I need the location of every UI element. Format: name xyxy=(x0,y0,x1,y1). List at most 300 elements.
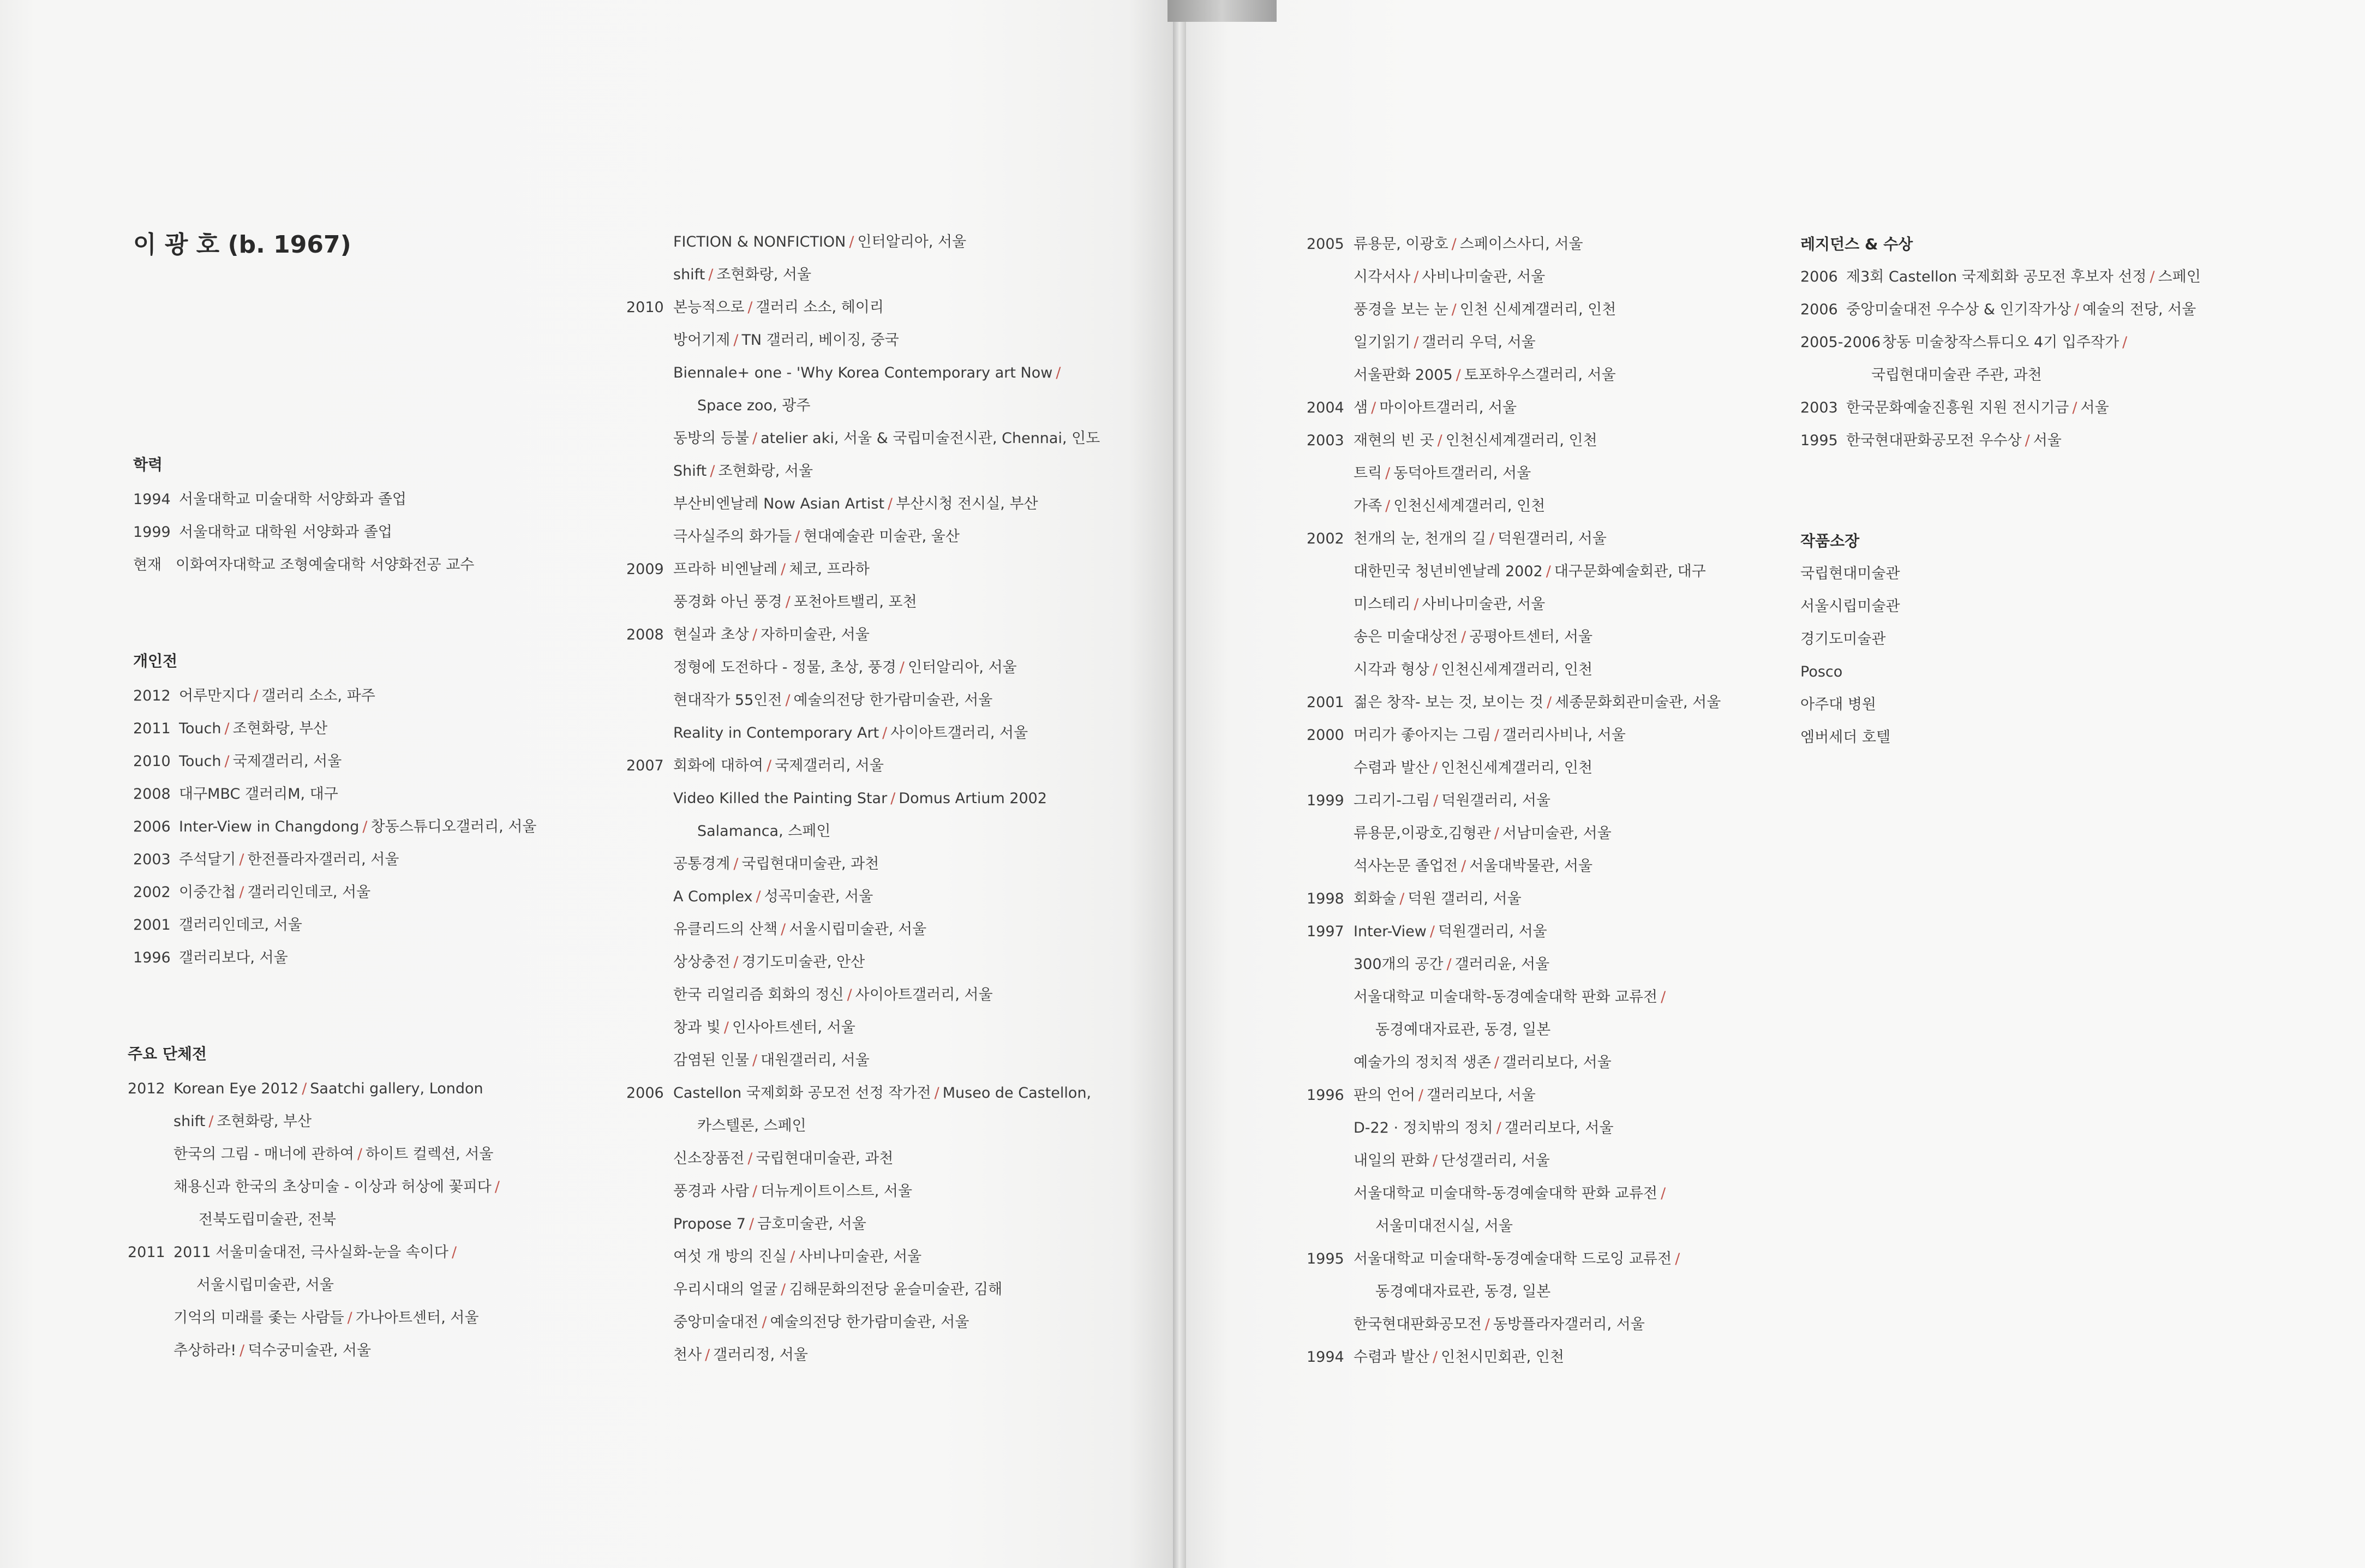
artist-name: 이 광 호 (b. 1967) xyxy=(133,231,351,259)
entry-place: 예술의전당 한가람미술관, 서울 xyxy=(793,692,993,709)
entry-year: 2009 xyxy=(626,561,664,578)
entry-title: Shift xyxy=(673,463,707,480)
separator-slash: / xyxy=(785,594,791,611)
entry-text xyxy=(673,561,870,578)
entry-title: 동방의 등불 xyxy=(673,430,749,447)
entry-title: 가족 xyxy=(1354,498,1382,514)
entry-year: 2002 xyxy=(133,884,171,901)
collection-entry: 국립현대미술관 xyxy=(1800,565,1900,582)
entry-title: 일기읽기 xyxy=(1354,334,1411,351)
entry-title: 한국현대판화공모전 우수상 xyxy=(1846,432,2022,449)
separator-slash: / xyxy=(1433,792,1439,809)
entry-year: 2008 xyxy=(626,626,664,643)
entry-text xyxy=(673,332,899,349)
entry-text xyxy=(673,234,966,251)
entry-text xyxy=(673,594,917,611)
entry-text xyxy=(1354,858,1592,875)
entry-text xyxy=(196,1277,334,1294)
entry-place: 국제갤러리, 서울 xyxy=(232,753,342,770)
entry-text xyxy=(673,954,865,971)
entry-text xyxy=(673,1019,855,1037)
entry-title: 서울판화 2005 xyxy=(1354,367,1453,384)
entry-title: 부산비엔날레 Now Asian Artist xyxy=(673,495,885,512)
entry-text xyxy=(1354,759,1592,777)
entry-title: 동경예대자료관, 동경, 일본 xyxy=(1375,1283,1551,1300)
entry-text xyxy=(173,1244,460,1261)
entry-year: 1998 xyxy=(1307,890,1344,907)
entry-title: 추상하라! xyxy=(173,1342,237,1359)
entry-place: 덕원갤러리, 서울 xyxy=(1498,530,1607,547)
entry-text xyxy=(673,1314,969,1331)
separator-slash: / xyxy=(1496,1120,1501,1136)
separator-slash: / xyxy=(1446,956,1452,973)
entry-title: 한국의 그림 - 매너에 관하여 xyxy=(173,1146,354,1163)
entry-place: 갤러리정, 서울 xyxy=(713,1346,808,1363)
entry-year: 2006 xyxy=(626,1085,664,1102)
entry-place: 인천시민회관, 인천 xyxy=(1441,1349,1564,1366)
entry-text xyxy=(673,1150,893,1168)
entry-title: 극사실주의 화가들 xyxy=(673,528,792,545)
entry-text xyxy=(1354,465,1531,482)
entry-text xyxy=(673,1216,866,1233)
entry-title: 전북도립미술관, 전북 xyxy=(199,1211,336,1228)
entry-text xyxy=(179,949,288,967)
entry-place: 현대예술관 미술관, 울산 xyxy=(803,528,960,545)
entry-text xyxy=(1375,1283,1550,1301)
separator-slash: / xyxy=(362,818,368,835)
entry-title: 창과 빛 xyxy=(673,1019,721,1036)
collection-entry: 서울시립미술관 xyxy=(1800,598,1900,615)
solo-heading: 개인전 xyxy=(133,652,178,670)
separator-slash: / xyxy=(752,626,758,643)
separator-slash: / xyxy=(494,1178,500,1195)
entry-title: 기억의 미래를 좇는 사람들 xyxy=(173,1309,344,1326)
entry-text xyxy=(673,626,870,644)
entry-year: 2008 xyxy=(133,786,171,803)
separator-slash: / xyxy=(1461,858,1466,875)
entry-text xyxy=(1846,432,2062,450)
separator-slash: / xyxy=(1461,629,1466,645)
separator-slash: / xyxy=(208,1113,214,1130)
entry-title: 재현의 빈 곳 xyxy=(1354,432,1434,449)
page-edge xyxy=(1167,0,1277,22)
entry-title: 서울시립미술관, 서울 xyxy=(196,1277,334,1294)
entry-title: 여섯 개 방의 진실 xyxy=(673,1248,787,1265)
entry-text xyxy=(1354,727,1626,744)
entry-place: 사비나미술관, 서울 xyxy=(1422,268,1546,285)
entry-title: 시각서사 xyxy=(1354,268,1411,285)
entry-place: 대원갤러리, 서울 xyxy=(761,1052,870,1069)
entry-place: 대구문화예술회관, 대구 xyxy=(1554,563,1706,580)
entry-place: 갤러리사비나, 서울 xyxy=(1502,727,1626,744)
entry-title: 송은 미술대상전 xyxy=(1354,629,1458,645)
entry-title: 서울대학교 미술대학-동경예술대학 판화 교류전 xyxy=(1354,1185,1658,1202)
entry-title: 현대작가 55인전 xyxy=(673,692,782,709)
entry-place: 인천 신세계갤러리, 인천 xyxy=(1459,301,1616,318)
entry-place: 갤러리 소소, 헤이리 xyxy=(756,299,884,316)
entry-place: 경기도미술관, 안산 xyxy=(741,954,865,971)
entry-year: 2010 xyxy=(133,753,171,770)
entry-year: 2002 xyxy=(1307,530,1344,547)
separator-slash: / xyxy=(1433,1349,1438,1366)
entry-place: 한전플라자갤러리, 서울 xyxy=(247,851,399,868)
separator-slash: / xyxy=(705,1346,710,1363)
separator-slash: / xyxy=(785,692,791,709)
separator-slash: / xyxy=(452,1244,457,1261)
entry-place: 사비나미술관, 서울 xyxy=(1422,596,1546,613)
entry-text xyxy=(1354,923,1547,941)
entry-year: 2007 xyxy=(626,757,664,774)
entry-title: 트릭 xyxy=(1354,465,1382,482)
separator-slash: / xyxy=(1451,301,1457,318)
separator-slash: / xyxy=(1437,432,1442,449)
entry-year: 2012 xyxy=(128,1080,165,1097)
entry-text xyxy=(1354,1120,1614,1137)
separator-slash: / xyxy=(1661,1185,1666,1202)
entry-text xyxy=(673,855,879,873)
entry-title: 풍경화 아닌 풍경 xyxy=(673,594,782,611)
entry-text xyxy=(1354,890,1522,908)
entry-text xyxy=(673,921,926,938)
separator-slash: / xyxy=(1418,1087,1424,1104)
entry-text xyxy=(1354,367,1616,384)
entry-place: 서울시립미술관, 서울 xyxy=(789,921,927,938)
collection-entry: Posco xyxy=(1800,663,1843,680)
entry-title: Touch xyxy=(179,720,221,737)
entry-text xyxy=(1354,1054,1612,1072)
entry-text xyxy=(1354,1349,1564,1366)
entry-place: 더뉴게이트이스트, 서울 xyxy=(761,1183,913,1200)
entry-place: Saatchi gallery, London xyxy=(310,1080,483,1097)
entry-text xyxy=(179,687,375,705)
entry-place: 세종문화회관미술관, 서울 xyxy=(1555,694,1721,711)
entry-title: 미스테리 xyxy=(1354,596,1411,613)
entry-place: Domus Artium 2002 xyxy=(899,790,1047,807)
separator-slash: / xyxy=(752,1183,758,1200)
entry-place: 덕원갤러리, 서울 xyxy=(1441,792,1551,809)
entry-year: 2006 xyxy=(1800,268,1838,285)
entry-year: 1995 xyxy=(1800,432,1838,449)
entry-text xyxy=(1354,596,1545,613)
entry-title: 본능적으로 xyxy=(673,299,745,316)
entry-title: 천개의 눈, 천개의 길 xyxy=(1354,530,1486,547)
entry-title: 내일의 판화 xyxy=(1354,1152,1429,1169)
entry-title: 풍경을 보는 눈 xyxy=(1354,301,1448,318)
entry-text xyxy=(697,397,810,415)
entry-title: Inter-View in Changdong xyxy=(179,818,360,835)
separator-slash: / xyxy=(1385,498,1391,514)
separator-slash: / xyxy=(357,1146,363,1163)
separator-slash: / xyxy=(239,851,244,868)
entry-title: 상상충전 xyxy=(673,954,731,971)
separator-slash: / xyxy=(1433,759,1438,776)
entry-place: 인천신세계갤러리, 인천 xyxy=(1441,759,1593,776)
entry-title: 대한민국 청년비엔날레 2002 xyxy=(1354,563,1543,580)
entry-title: 갤러리보다, 서울 xyxy=(179,949,288,966)
entry-place: 갤러리윤, 서울 xyxy=(1454,956,1550,973)
separator-slash: / xyxy=(934,1085,939,1102)
entry-place: 갤러리보다, 서울 xyxy=(1502,1054,1612,1071)
entry-text xyxy=(673,430,1100,447)
entry-title: D-22 · 정치밖의 정치 xyxy=(1354,1120,1493,1136)
entry-text xyxy=(1354,1152,1550,1170)
entry-text xyxy=(673,1281,1002,1298)
entry-text xyxy=(173,1178,503,1196)
separator-slash: / xyxy=(781,561,786,578)
entry-year: 1999 xyxy=(1307,792,1344,809)
education-heading: 학력 xyxy=(133,456,163,474)
separator-slash: / xyxy=(1399,890,1405,907)
entry-place: 김해문화의전당 윤슬미술관, 김해 xyxy=(789,1281,1003,1298)
entry-text xyxy=(179,884,370,901)
entry-text xyxy=(1354,432,1597,450)
separator-slash: / xyxy=(1494,727,1500,744)
separator-slash: / xyxy=(733,332,739,349)
entry-title: Korean Eye 2012 xyxy=(173,1080,299,1097)
entry-text xyxy=(1354,1316,1645,1333)
separator-slash: / xyxy=(1661,989,1666,1006)
entry-title: 현실과 초상 xyxy=(673,626,749,643)
entry-text xyxy=(1354,268,1545,286)
separator-slash: / xyxy=(302,1080,307,1097)
entry-text xyxy=(1354,236,1583,253)
entry-title: 이중간첩 xyxy=(179,884,236,901)
entry-place: 조현화랑, 서울 xyxy=(718,463,813,480)
entry-text xyxy=(179,753,342,770)
entry-title: 시각과 형상 xyxy=(1354,661,1429,678)
entry-place: 사이아트갤러리, 서울 xyxy=(890,725,1028,741)
entry-title: shift xyxy=(173,1113,206,1130)
residency-heading: 레지던스 & 수상 xyxy=(1800,235,1913,253)
entry-title: 중앙미술대전 xyxy=(673,1314,759,1331)
entry-title: 서울대학교 미술대학-동경예술대학 드로잉 교류전 xyxy=(1354,1250,1672,1267)
entry-text xyxy=(673,1183,912,1200)
entry-text xyxy=(1354,399,1517,417)
entry-title: Salamanca, 스페인 xyxy=(697,823,831,840)
entry-place: 금호미술관, 서울 xyxy=(757,1216,866,1232)
entry-title: Propose 7 xyxy=(673,1216,746,1232)
entry-place: 인터알리아, 서울 xyxy=(908,659,1017,676)
entry-year: 1995 xyxy=(1307,1250,1344,1267)
entry-place: 인천신세계갤러리, 인천 xyxy=(1445,432,1597,449)
entry-text xyxy=(1354,694,1721,711)
entry-place: Museo de Castellon, xyxy=(942,1085,1092,1102)
separator-slash: / xyxy=(733,855,739,872)
entry-title: 회화에 대하여 xyxy=(673,757,764,774)
separator-slash: / xyxy=(752,1052,758,1069)
separator-slash: / xyxy=(2122,334,2128,351)
entry-title: 회화술 xyxy=(1354,890,1397,907)
entry-year: 2000 xyxy=(1307,727,1344,744)
entry-text xyxy=(1846,399,2109,417)
entry-title: 한국현대판화공모전 xyxy=(1354,1316,1482,1333)
entry-place: 국제갤러리, 서울 xyxy=(775,757,884,774)
separator-slash: / xyxy=(890,790,896,807)
separator-slash: / xyxy=(749,1216,755,1232)
entry-text xyxy=(1882,334,2130,351)
entry-text xyxy=(1354,989,1669,1006)
separator-slash: / xyxy=(1385,465,1391,482)
entry-text xyxy=(1354,956,1549,973)
entry-title: 한국 리얼리즘 회화의 정신 xyxy=(673,986,844,1003)
separator-slash: / xyxy=(347,1309,352,1326)
entry-title: 2011 서울미술대전, 극사실화-눈을 속이다 xyxy=(173,1244,449,1261)
entry-text xyxy=(173,1146,494,1163)
separator-slash: / xyxy=(1451,236,1457,253)
entry-place: 사비나미술관, 서울 xyxy=(798,1248,922,1265)
entry-text xyxy=(173,1309,479,1327)
entry-year: 1999 xyxy=(133,524,171,541)
entry-text xyxy=(1354,1087,1536,1104)
separator-slash: / xyxy=(849,234,854,250)
entry-place: 부산시청 전시실, 부산 xyxy=(896,495,1038,512)
entry-place: 공평아트센터, 서울 xyxy=(1469,629,1593,645)
collection-entry: 엠버세더 호텔 xyxy=(1800,729,1891,746)
separator-slash: / xyxy=(2150,268,2155,285)
entry-place: 포천아트밸리, 포천 xyxy=(793,594,917,611)
entry-place: 서울 xyxy=(2033,432,2062,449)
entry-title: 수렴과 발산 xyxy=(1354,1349,1429,1366)
entry-year: 2001 xyxy=(133,917,171,933)
entry-title: 대구MBC 갤러리M, 대구 xyxy=(179,786,338,803)
entry-year: 2011 xyxy=(128,1244,165,1261)
entry-year: 2011 xyxy=(133,720,171,737)
entry-text xyxy=(673,266,811,284)
entry-text xyxy=(673,790,1047,807)
entry-title: 주석달기 xyxy=(179,851,236,868)
entry-text xyxy=(1354,334,1536,351)
entry-place: 갤러리인데코, 서울 xyxy=(247,884,371,901)
separator-slash: / xyxy=(240,1342,245,1359)
separator-slash: / xyxy=(1433,661,1438,678)
entry-title: 300개의 공간 xyxy=(1354,956,1444,973)
separator-slash: / xyxy=(1484,1316,1490,1333)
entry-year: 2003 xyxy=(133,851,171,868)
entry-title: Touch xyxy=(179,753,221,770)
entry-place: 동덕아트갤러리, 서울 xyxy=(1393,465,1531,482)
entry-text xyxy=(1375,1218,1513,1235)
entry-text xyxy=(673,495,1038,513)
separator-slash: / xyxy=(1414,334,1419,351)
entry-text xyxy=(673,1346,808,1364)
entry-title: 중앙미술대전 우수상 & 인기작가상 xyxy=(1846,301,2071,318)
separator-slash: / xyxy=(762,1314,767,1331)
entry-text xyxy=(697,823,831,840)
entry-place: 국립현대미술관, 과천 xyxy=(756,1150,894,1167)
separator-slash: / xyxy=(899,659,905,676)
entry-place: 스페인 xyxy=(2158,268,2201,285)
entry-text xyxy=(673,299,884,316)
entry-year: 2003 xyxy=(1800,399,1838,416)
entry-title: 채용신과 한국의 초상미술 - 이상과 허상에 꽃피다 xyxy=(173,1178,492,1195)
entry-place: 자하미술관, 서울 xyxy=(761,626,870,643)
separator-slash: / xyxy=(795,528,800,545)
separator-slash: / xyxy=(756,888,761,905)
separator-slash: / xyxy=(882,725,888,741)
entry-title: 감염된 인물 xyxy=(673,1052,749,1069)
separator-slash: / xyxy=(1414,596,1419,613)
entry-title: 유클리드의 산책 xyxy=(673,921,778,938)
entry-text xyxy=(179,786,338,803)
collections-heading: 작품소장 xyxy=(1800,532,1860,550)
separator-slash: / xyxy=(224,753,230,770)
entry-text xyxy=(673,692,992,709)
entry-text xyxy=(1354,792,1550,810)
entry-year: 현재 xyxy=(133,556,162,573)
entry-place: 단성갤러리, 서울 xyxy=(1441,1152,1550,1169)
entry-title: 그리기-그림 xyxy=(1354,792,1430,809)
entry-title: Inter-View xyxy=(1354,923,1427,940)
entry-text xyxy=(199,1211,336,1229)
entry-title: 판의 언어 xyxy=(1354,1087,1415,1104)
separator-slash: / xyxy=(1456,367,1461,384)
entry-place: 예술의 전당, 서울 xyxy=(2082,301,2196,318)
entry-place: 서울대박물관, 서울 xyxy=(1469,858,1593,875)
entry-text: 서울대학교 대학원 서양화과 졸업 xyxy=(179,524,392,541)
entry-year: 2010 xyxy=(626,299,664,316)
entry-place: 마이아트갤러리, 서울 xyxy=(1379,399,1517,416)
separator-slash: / xyxy=(1547,694,1552,711)
separator-slash: / xyxy=(2072,399,2077,416)
entry-place: 갤러리 소소, 파주 xyxy=(261,687,375,704)
entry-text: 이화여자대학교 조형예술대학 서양화전공 교수 xyxy=(176,556,475,573)
book-spine xyxy=(1173,0,1186,1568)
entry-text xyxy=(673,757,884,775)
entry-year: 2004 xyxy=(1307,399,1344,416)
entry-text xyxy=(1354,301,1616,319)
entry-text xyxy=(179,851,399,869)
collection-entry: 경기도미술관 xyxy=(1800,631,1886,648)
entry-text xyxy=(673,1085,1091,1102)
entry-title: Space zoo, 광주 xyxy=(697,397,811,414)
entry-place: TN 갤러리, 베이징, 중국 xyxy=(741,332,899,349)
group-heading: 주요 단체전 xyxy=(128,1045,207,1063)
entry-place: 예술의전당 한가람미술관, 서울 xyxy=(770,1314,969,1331)
entry-title: 머리가 좋아지는 그림 xyxy=(1354,727,1491,744)
entry-year: 2001 xyxy=(1307,694,1344,711)
entry-year: 1996 xyxy=(1307,1087,1344,1104)
entry-place: 덕원갤러리, 서울 xyxy=(1438,923,1547,940)
separator-slash: / xyxy=(1494,1054,1500,1071)
entry-text xyxy=(1375,1021,1550,1039)
entry-text xyxy=(673,659,1017,677)
entry-place: 동방플라자갤러리, 서울 xyxy=(1493,1316,1645,1333)
entry-text xyxy=(673,364,1064,382)
entry-text xyxy=(1354,498,1545,515)
entry-place: 조현화랑, 부산 xyxy=(232,720,328,737)
entry-text xyxy=(673,986,993,1004)
entry-title: 카스텔론, 스페인 xyxy=(697,1117,806,1134)
separator-slash: / xyxy=(1546,563,1551,580)
entry-title: 예술가의 정치적 생존 xyxy=(1354,1054,1491,1071)
entry-place: 스페이스사디, 서울 xyxy=(1459,236,1583,253)
entry-title: 류용문, 이광호 xyxy=(1354,236,1448,253)
separator-slash: / xyxy=(888,495,893,512)
entry-title: 프라하 비엔날레 xyxy=(673,561,778,578)
separator-slash: / xyxy=(1429,923,1435,940)
entry-year: 1994 xyxy=(1307,1349,1344,1366)
entry-title: A Complex xyxy=(673,888,753,905)
entry-title: Biennale+ one - 'Why Korea Contemporary art Now xyxy=(673,364,1053,381)
entry-place: 성곡미술관, 서울 xyxy=(764,888,873,905)
entry-place: 하이트 컬렉션, 서울 xyxy=(366,1146,494,1163)
entry-text xyxy=(179,720,327,738)
separator-slash: / xyxy=(2074,301,2080,318)
entry-year: 2005-2006 xyxy=(1800,334,1881,351)
entry-place: 덕수궁미술관, 서울 xyxy=(248,1342,372,1359)
entry-year: 1996 xyxy=(133,949,171,966)
separator-slash: / xyxy=(1675,1250,1680,1267)
